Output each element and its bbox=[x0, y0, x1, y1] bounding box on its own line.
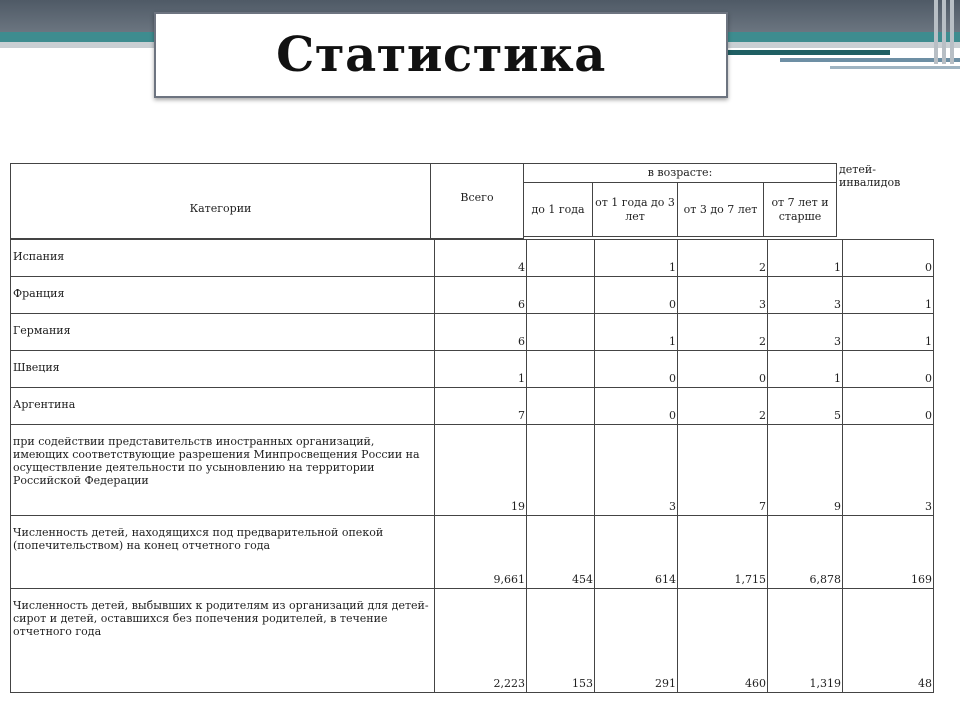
cell-disabled: 0 bbox=[843, 388, 934, 425]
cell-disabled: 48 bbox=[843, 589, 934, 693]
table-row bbox=[11, 314, 934, 351]
cell-y1to3: 0 bbox=[595, 388, 678, 425]
cell-under1 bbox=[527, 351, 595, 388]
cell-y7plus: 1 bbox=[768, 351, 843, 388]
cell-under1 bbox=[527, 314, 595, 351]
table-row bbox=[11, 240, 934, 277]
cell-total: 6 bbox=[435, 277, 527, 314]
cell-y1to3: 1 bbox=[595, 240, 678, 277]
cell-y1to3: 0 bbox=[595, 277, 678, 314]
cell-y1to3: 1 bbox=[595, 314, 678, 351]
decorative-lines bbox=[720, 48, 960, 70]
header-age-3to7: от 3 до 7 лет bbox=[677, 182, 764, 237]
header-total: Всего bbox=[430, 163, 524, 239]
header-age-under1: до 1 года bbox=[523, 182, 593, 237]
cell-y1to3: 291 bbox=[595, 589, 678, 693]
cell-under1 bbox=[527, 240, 595, 277]
cell-disabled: 3 bbox=[843, 425, 934, 516]
row-category: Численность детей, находящихся под предварительной опекой (попечительством) на конец отчетного года bbox=[11, 516, 435, 589]
table-row bbox=[11, 277, 934, 314]
cell-y3to7: 2 bbox=[678, 240, 768, 277]
row-category: Швеция bbox=[11, 351, 435, 388]
header-category: Категории bbox=[10, 163, 430, 239]
cell-y7plus: 9 bbox=[768, 425, 843, 516]
cell-y3to7: 7 bbox=[678, 425, 768, 516]
row-category: Франция bbox=[11, 277, 435, 314]
row-category: Испания bbox=[11, 240, 435, 277]
header-disabled: детей-инвалидов bbox=[839, 163, 901, 189]
cell-total: 6 bbox=[435, 314, 527, 351]
slide-title: Статистика bbox=[276, 27, 606, 83]
header-age-group: в возрасте: bbox=[523, 163, 837, 183]
cell-disabled: 0 bbox=[843, 351, 934, 388]
cell-under1: 153 bbox=[527, 589, 595, 693]
cell-y1to3: 614 bbox=[595, 516, 678, 589]
cell-y7plus: 3 bbox=[768, 314, 843, 351]
statistics-table-body bbox=[11, 240, 934, 693]
cell-y7plus: 1,319 bbox=[768, 589, 843, 693]
cell-y1to3: 3 bbox=[595, 425, 678, 516]
cell-total: 2,223 bbox=[435, 589, 527, 693]
row-category: Аргентина bbox=[11, 388, 435, 425]
cell-disabled: 169 bbox=[843, 516, 934, 589]
cell-y3to7: 2 bbox=[678, 314, 768, 351]
row-category: Численность детей, выбывших к родителям из организаций для детей-сирот и детей, оставшихся без попечения родителей, в течение отчетного года bbox=[11, 589, 435, 693]
cell-y7plus: 6,878 bbox=[768, 516, 843, 589]
cell-total: 4 bbox=[435, 240, 527, 277]
cell-under1: 454 bbox=[527, 516, 595, 589]
table-row bbox=[11, 351, 934, 388]
cell-disabled: 0 bbox=[843, 240, 934, 277]
cell-y1to3: 0 bbox=[595, 351, 678, 388]
cell-y7plus: 1 bbox=[768, 240, 843, 277]
row-category: Германия bbox=[11, 314, 435, 351]
cell-disabled: 1 bbox=[843, 277, 934, 314]
cell-y3to7: 1,715 bbox=[678, 516, 768, 589]
cell-total: 7 bbox=[435, 388, 527, 425]
header-age-1to3: от 1 года до 3 лет bbox=[592, 182, 678, 237]
cell-y7plus: 5 bbox=[768, 388, 843, 425]
table-row bbox=[11, 425, 934, 516]
cell-under1 bbox=[527, 388, 595, 425]
table-row bbox=[11, 589, 934, 693]
table-row bbox=[11, 516, 934, 589]
cell-y3to7: 2 bbox=[678, 388, 768, 425]
row-category: при содействии представительств иностранных организаций, имеющих соответствующие разрешения Минпросвещения России на осуществление деятельности по усыновлению на территории Российской Федерации bbox=[11, 425, 435, 516]
statistics-table bbox=[10, 239, 934, 693]
cell-y3to7: 3 bbox=[678, 277, 768, 314]
cell-y7plus: 3 bbox=[768, 277, 843, 314]
cell-total: 9,661 bbox=[435, 516, 527, 589]
table-row bbox=[11, 388, 934, 425]
cell-disabled: 1 bbox=[843, 314, 934, 351]
cell-total: 19 bbox=[435, 425, 527, 516]
title-box bbox=[154, 12, 728, 98]
cell-under1 bbox=[527, 425, 595, 516]
cell-total: 1 bbox=[435, 351, 527, 388]
cell-y3to7: 460 bbox=[678, 589, 768, 693]
header-age-7plus: от 7 лет и старше bbox=[763, 182, 837, 237]
cell-under1 bbox=[527, 277, 595, 314]
decorative-corner-bars bbox=[930, 0, 960, 64]
cell-y3to7: 0 bbox=[678, 351, 768, 388]
